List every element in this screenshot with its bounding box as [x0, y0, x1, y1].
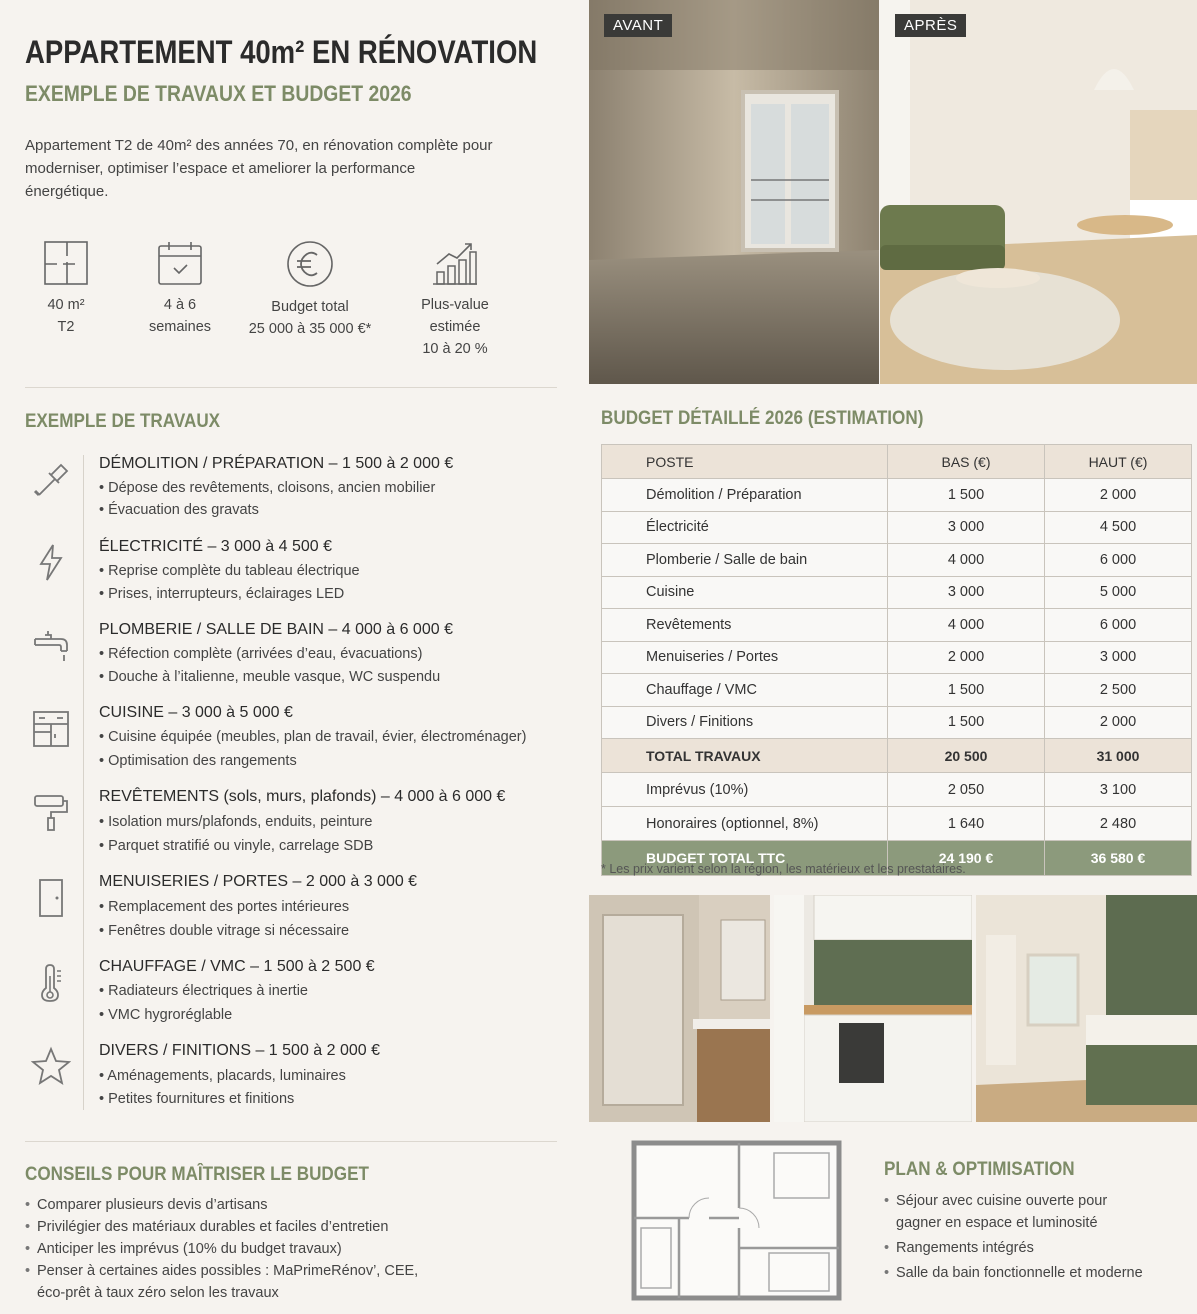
stat-budget	[240, 240, 380, 340]
growth-chart-icon	[431, 240, 479, 286]
work-detail: • Évacuation des gravats	[99, 502, 259, 518]
work-title: REVÊTEMENTS (sols, murs, plafonds) – 4 000 à 6 000 €	[99, 788, 506, 805]
row-low: 1 640	[888, 807, 1045, 841]
row-low: 3 000	[888, 576, 1045, 609]
budget-title: BUDGET DÉTAILLÉ 2026 (ESTIMATION)	[601, 408, 924, 429]
work-detail: • VMC hygroréglable	[99, 1007, 233, 1023]
table-row	[602, 576, 1192, 609]
work-title: DÉMOLITION / PRÉPARATION – 1 500 à 2 000 €	[99, 455, 454, 472]
stat-line3: 10 à 20 %	[422, 341, 488, 357]
row-low: 2 050	[888, 773, 1045, 807]
row-high: 3 000	[1045, 641, 1192, 674]
row-low: 4 000	[888, 544, 1045, 577]
faucet-icon	[31, 625, 71, 665]
grand-high: 36 580 €	[1045, 841, 1192, 876]
table-row	[602, 706, 1192, 739]
stat-value	[410, 240, 500, 360]
row-high: 3 100	[1045, 773, 1192, 807]
header-bas: BAS (€)	[888, 445, 1045, 479]
table-row	[602, 609, 1192, 642]
paint-roller-icon	[31, 792, 71, 832]
work-title: CUISINE – 3 000 à 5 000 €	[99, 704, 293, 721]
plan-item: • Rangements intégrés	[884, 1237, 1143, 1259]
row-low: 2 000	[888, 641, 1045, 674]
table-row	[602, 773, 1192, 807]
intro-text: Appartement T2 de 40m² des années 70, en rénovation complète pour moderniser, optimiser l’espace et ameliorer la performance énergétique.	[25, 137, 493, 200]
floor-plan-icon	[43, 240, 89, 286]
tips-list	[25, 1194, 418, 1304]
header-poste: POSTE	[602, 445, 888, 479]
plan-item-continuation: gagner en espace et luminosité	[896, 1215, 1098, 1231]
row-low: 1 500	[888, 706, 1045, 739]
work-detail: • Parquet stratifié ou vinyle, carrelage SDB	[99, 838, 374, 854]
row-high: 2 480	[1045, 807, 1192, 841]
stat-line2: 25 000 à 35 000 €*	[248, 321, 372, 337]
row-label: Chauffage / VMC	[602, 674, 888, 707]
work-title: PLOMBERIE / SALLE DE BAIN – 4 000 à 6 000 €	[99, 621, 453, 638]
stat-line1: Plus-value	[421, 297, 489, 313]
budget-table	[601, 444, 1192, 876]
work-title: ÉLECTRICITÉ – 3 000 à 4 500 €	[99, 538, 333, 555]
euro-icon	[286, 240, 334, 288]
work-detail: • Petites fournitures et finitions	[99, 1091, 295, 1107]
works-title: EXEMPLE DE TRAVAUX	[25, 411, 221, 432]
work-detail: • Réfection complète (arrivées d’eau, évacuations)	[99, 646, 423, 662]
right-column	[589, 0, 1197, 1314]
tip-item: • Comparer plusieurs devis d’artisans	[25, 1194, 418, 1216]
row-label: Démolition / Préparation	[602, 479, 888, 512]
plan-item	[884, 1190, 1143, 1234]
row-label: Revêtements	[602, 609, 888, 642]
work-title: CHAUFFAGE / VMC – 1 500 à 2 500 €	[99, 958, 375, 975]
table-row	[602, 479, 1192, 512]
stat-line2: T2	[57, 319, 75, 335]
row-high: 2 000	[1045, 706, 1192, 739]
row-high: 6 000	[1045, 609, 1192, 642]
stat-line2: semaines	[148, 319, 212, 335]
row-low: 3 000	[888, 511, 1045, 544]
stat-line1: Budget total	[271, 299, 349, 315]
row-low: 4 000	[888, 609, 1045, 642]
work-detail: • Douche à l’italienne, meuble vasque, WC suspendu	[99, 669, 441, 685]
stat-line2: estimée	[429, 319, 481, 335]
tip-item-continuation: éco-prêt à taux zéro selon les travaux	[37, 1285, 279, 1301]
hammer-icon	[31, 459, 71, 499]
table-row	[602, 544, 1192, 577]
work-detail: • Remplacement des portes intérieures	[99, 899, 350, 915]
kitchen-cabinet-icon	[31, 708, 71, 748]
row-label: Plomberie / Salle de bain	[602, 544, 888, 577]
row-label: Imprévus (10%)	[602, 773, 888, 807]
total-label: TOTAL TRAVAUX	[602, 739, 888, 773]
row-low: 1 500	[888, 674, 1045, 707]
row-low: 1 500	[888, 479, 1045, 512]
row-high: 5 000	[1045, 576, 1192, 609]
work-detail: • Isolation murs/plafonds, enduits, peinture	[99, 814, 373, 830]
divider	[25, 387, 557, 388]
table-row	[602, 807, 1192, 841]
left-column	[0, 0, 585, 1314]
table-row	[602, 641, 1192, 674]
grand-label: BUDGET TOTAL TTC	[602, 841, 888, 876]
tip-item: • Privilégier des matériaux durables et faciles d’entretien	[25, 1216, 418, 1238]
row-high: 2 500	[1045, 674, 1192, 707]
tips-title: CONSEILS POUR MAÎTRISER LE BUDGET	[25, 1164, 369, 1185]
row-label: Divers / Finitions	[602, 706, 888, 739]
work-title: DIVERS / FINITIONS – 1 500 à 2 000 €	[99, 1042, 381, 1059]
table-total-row	[602, 739, 1192, 773]
row-high: 4 500	[1045, 511, 1192, 544]
photo-kitchen	[774, 895, 972, 1122]
work-title: MENUISERIES / PORTES – 2 000 à 3 000 €	[99, 873, 418, 890]
photo-bathroom	[589, 895, 770, 1122]
calendar-icon	[157, 240, 203, 286]
row-high: 2 000	[1045, 479, 1192, 512]
work-detail: • Optimisation des rangements	[99, 753, 297, 769]
before-label: AVANT	[604, 14, 672, 37]
divider	[25, 1141, 557, 1142]
work-detail: • Cuisine équipée (meubles, plan de travail, évier, électroménager)	[99, 729, 527, 745]
photo-after	[880, 0, 1197, 384]
floor-plan-drawing	[629, 1138, 844, 1303]
row-label: Menuiseries / Portes	[602, 641, 888, 674]
work-detail: • Reprise complète du tableau électrique	[99, 563, 360, 579]
stat-line1: 4 à 6	[163, 297, 197, 313]
work-detail: • Aménagements, placards, luminaires	[99, 1068, 346, 1084]
table-row	[602, 674, 1192, 707]
lightning-icon	[31, 542, 71, 582]
plan-title: PLAN & OPTIMISATION	[884, 1159, 1075, 1180]
stat-surface	[30, 240, 102, 338]
thermometer-icon	[31, 962, 71, 1002]
plan-item-text: Séjour avec cuisine ouverte pour	[896, 1193, 1108, 1209]
page-title: APPARTEMENT 40m² EN RÉNOVATION	[25, 34, 538, 70]
work-detail: • Radiateurs électriques à inertie	[99, 983, 308, 999]
price-footnote: * Les prix varient selon la région, les matérieux et les prestataires.	[601, 862, 966, 876]
total-low: 20 500	[888, 739, 1045, 773]
plan-item: • Salle da bain fonctionnelle et moderne	[884, 1262, 1143, 1284]
door-icon	[31, 877, 71, 917]
row-label: Électricité	[602, 511, 888, 544]
grand-low: 24 190 €	[888, 841, 1045, 876]
works-timeline-line	[83, 455, 84, 1110]
star-icon	[31, 1046, 71, 1086]
page-subtitle: EXEMPLE DE TRAVAUX ET BUDGET 2026	[25, 81, 412, 106]
after-label: APRÈS	[895, 14, 966, 37]
table-header-row	[602, 445, 1192, 479]
photo-before	[589, 0, 879, 384]
work-detail: • Dépose des revêtements, cloisons, ancien mobilier	[99, 480, 436, 496]
photo-bedroom	[976, 895, 1197, 1122]
row-high: 6 000	[1045, 544, 1192, 577]
row-label: Honoraires (optionnel, 8%)	[602, 807, 888, 841]
stat-line1: 40 m²	[47, 297, 85, 313]
work-detail: • Fenêtres double vitrage si nécessaire	[99, 923, 350, 939]
total-high: 31 000	[1045, 739, 1192, 773]
header-haut: HAUT (€)	[1045, 445, 1192, 479]
tip-item: • Anticiper les imprévus (10% du budget travaux)	[25, 1238, 418, 1260]
table-row	[602, 511, 1192, 544]
row-label: Cuisine	[602, 576, 888, 609]
stat-duration	[140, 240, 220, 338]
plan-list	[884, 1190, 1143, 1287]
work-detail: • Prises, interrupteurs, éclairages LED	[99, 586, 345, 602]
tip-item: • Penser à certaines aides possibles : MaPrimeRénov’, CEE,	[25, 1260, 418, 1282]
